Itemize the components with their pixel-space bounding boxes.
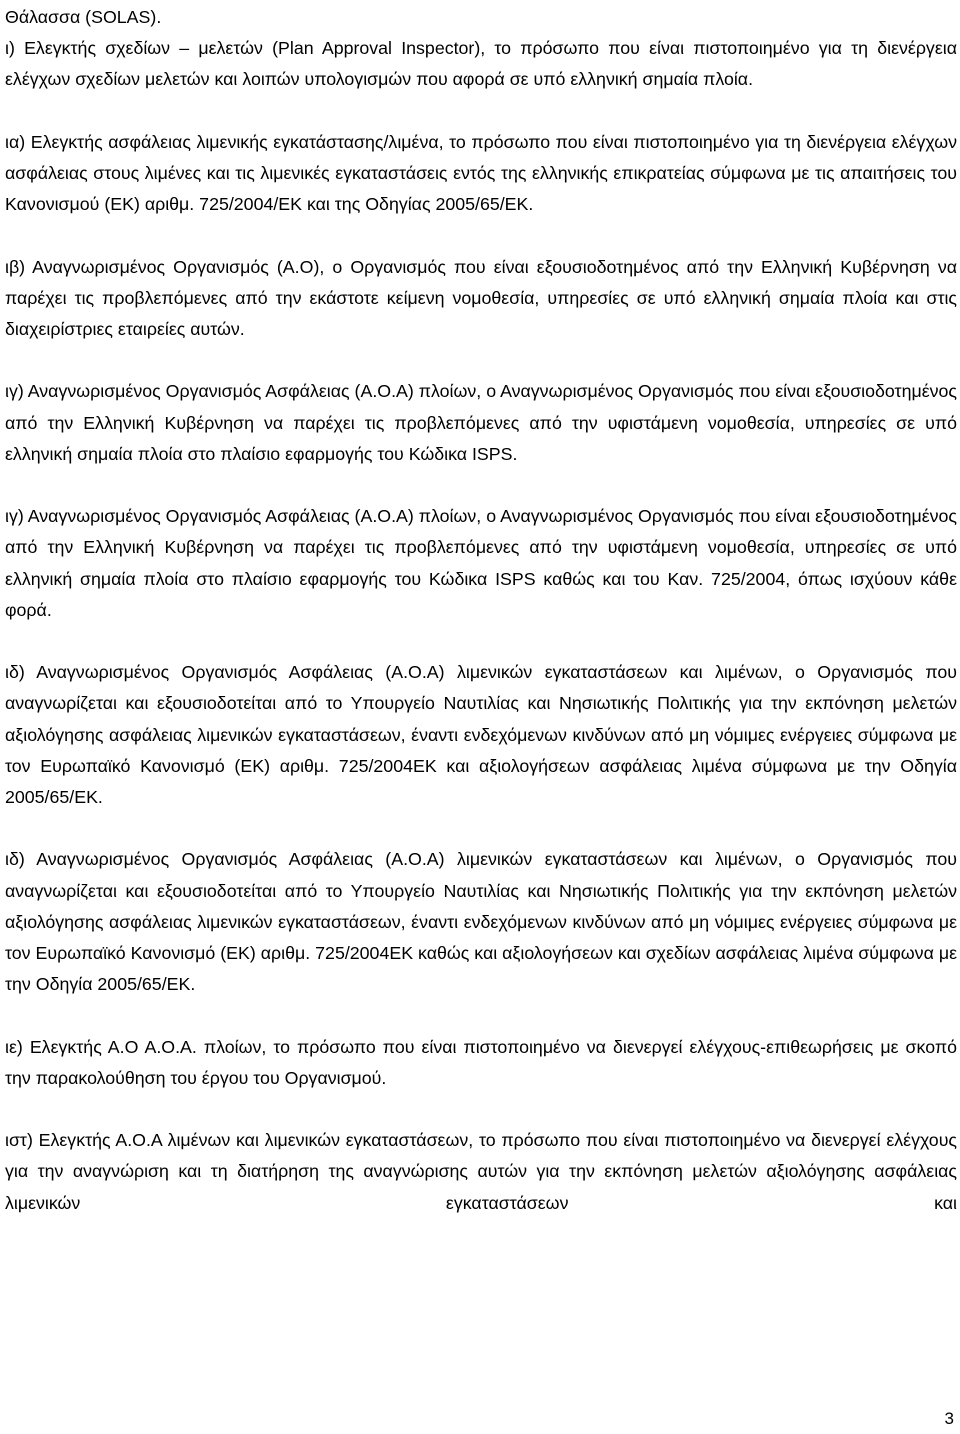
paragraph-ig-1: ιγ) Αναγνωρισμένος Οργανισμός Ασφάλειας (Α.Ο.Α) πλοίων, ο Αναγνωρισμένος Οργανισμός που είναι εξουσιοδοτημένος από την Ελληνική Κυβέρνηση να παρέχει τις προβλεπόμενες από την υφιστάμενη νομοθεσία, υπηρεσίες σε υπό ελληνική σημαία πλοία στο πλαίσιο εφαρμογής του Κώδικα ISPS. bbox=[5, 381, 957, 464]
paragraph-i: ι) Ελεγκτής σχεδίων – μελετών (Plan Approval Inspector), το πρόσωπο που είναι πιστοποιημένο για τη διενέργεια ελέγχων σχεδίων μελετών και λοιπών υπολογισμών που αφορά σε υπό ελληνική σημαία πλοία. bbox=[5, 38, 957, 90]
paragraph-id-1: ιδ) Αναγνωρισμένος Οργανισμός Ασφάλειας (Α.Ο.Α) λιμενικών εγκαταστάσεων και λιμένων, ο Οργανισμός που αναγνωρίζεται και εξουσιοδοτείται από το Υπουργείο Ναυτιλίας και Νησιωτικής Πολιτικής για την εκπόνηση μελετών αξιολόγησης ασφάλειας λιμενικών εγκαταστάσεων, έναντι ενδεχόμενων κινδύνων από μη νόμιμες ενέργειες σύμφωνα με τον Ευρωπαϊκό Κανονισμό (ΕΚ) αριθμ. 725/2004ΕΚ και αξιολογήσεων ασφάλειας λιμένα σύμφωνα με την Οδηγία 2005/65/ΕΚ. bbox=[5, 662, 957, 807]
paragraph-ib: ιβ) Αναγνωρισμένος Οργανισμός (Α.Ο), ο Οργανισμός που είναι εξουσιοδοτημένος από την Ελληνική Κυβέρνηση να παρέχει τις προβλεπόμενες από την εκάστοτε κείμενη νομοθεσία, υπηρεσίες σε υπό ελληνική σημαία πλοία και στις διαχειρίστριες εταιρείες αυτών. bbox=[5, 256, 957, 339]
paragraph-id-2: ιδ) Αναγνωρισμένος Οργανισμός Ασφάλειας (Α.Ο.Α) λιμενικών εγκαταστάσεων και λιμένων, ο Οργανισμός που αναγνωρίζεται και εξουσιοδοτείται από το Υπουργείο Ναυτιλίας και Νησιωτικής Πολιτικής για την εκπόνηση μελετών αξιολόγησης ασφάλειας λιμενικών εγκαταστάσεων, έναντι ενδεχόμενων κινδύνων από μη νόμιμες ενέργειες σύμφωνα με τον Ευρωπαϊκό Κανονισμό (ΕΚ) αριθμ. 725/2004ΕΚ καθώς και αξιολογήσεων και σχεδίων ασφάλειας λιμένα σύμφωνα με την Οδηγία 2005/65/ΕΚ. bbox=[5, 849, 957, 995]
document-body bbox=[5, 2, 957, 1219]
paragraph-ia: ια) Ελεγκτής ασφάλειας λιμενικής εγκατάστασης/λιμένα, το πρόσωπο που είναι πιστοποιημένο για τη διενέργεια ελέγχων ασφάλειας στους λιμένες και τις λιμενικές εγκαταστάσεις εντός της ελληνικής επικρατείας σύμφωνα με τις απαιτήσεις του Κανονισμού (ΕΚ) αριθμ. 725/2004/ΕΚ και της Οδηγίας 2005/65/ΕΚ. bbox=[5, 131, 957, 215]
intro-line: Θάλασσα (SOLAS). bbox=[5, 7, 162, 27]
paragraph-ie: ιε) Ελεγκτής Α.Ο Α.Ο.Α. πλοίων, το πρόσωπο που είναι πιστοποιημένο να διενεργεί ελέγχους-επιθεωρήσεις με σκοπό την παρακολούθηση του έργου του Οργανισμού. bbox=[5, 1036, 957, 1088]
paragraph-ist: ιστ) Ελεγκτής Α.Ο.Α λιμένων και λιμενικών εγκαταστάσεων, το πρόσωπο που είναι πιστοποιημένο να διενεργεί ελέγχους για την αναγνώριση και τη διατήρηση της αναγνώρισης αυτών για την εκπόνηση μελετών αξιολόγησης ασφάλειας λιμενικών εγκαταστάσεων και bbox=[5, 1130, 957, 1213]
page-number: 3 bbox=[944, 1409, 954, 1428]
paragraph-ig-2: ιγ) Αναγνωρισμένος Οργανισμός Ασφάλειας (Α.Ο.Α) πλοίων, ο Αναγνωρισμένος Οργανισμός που είναι εξουσιοδοτημένος από την Ελληνική Κυβέρνηση να παρέχει τις προβλεπόμενες από την υφιστάμενη νομοθεσία, υπηρεσίες σε υπό ελληνική σημαία πλοία στο πλαίσιο εφαρμογής του Κώδικα ISPS καθώς και του Καν. 725/2004, όπως ισχύουν κάθε φορά. bbox=[5, 506, 957, 620]
